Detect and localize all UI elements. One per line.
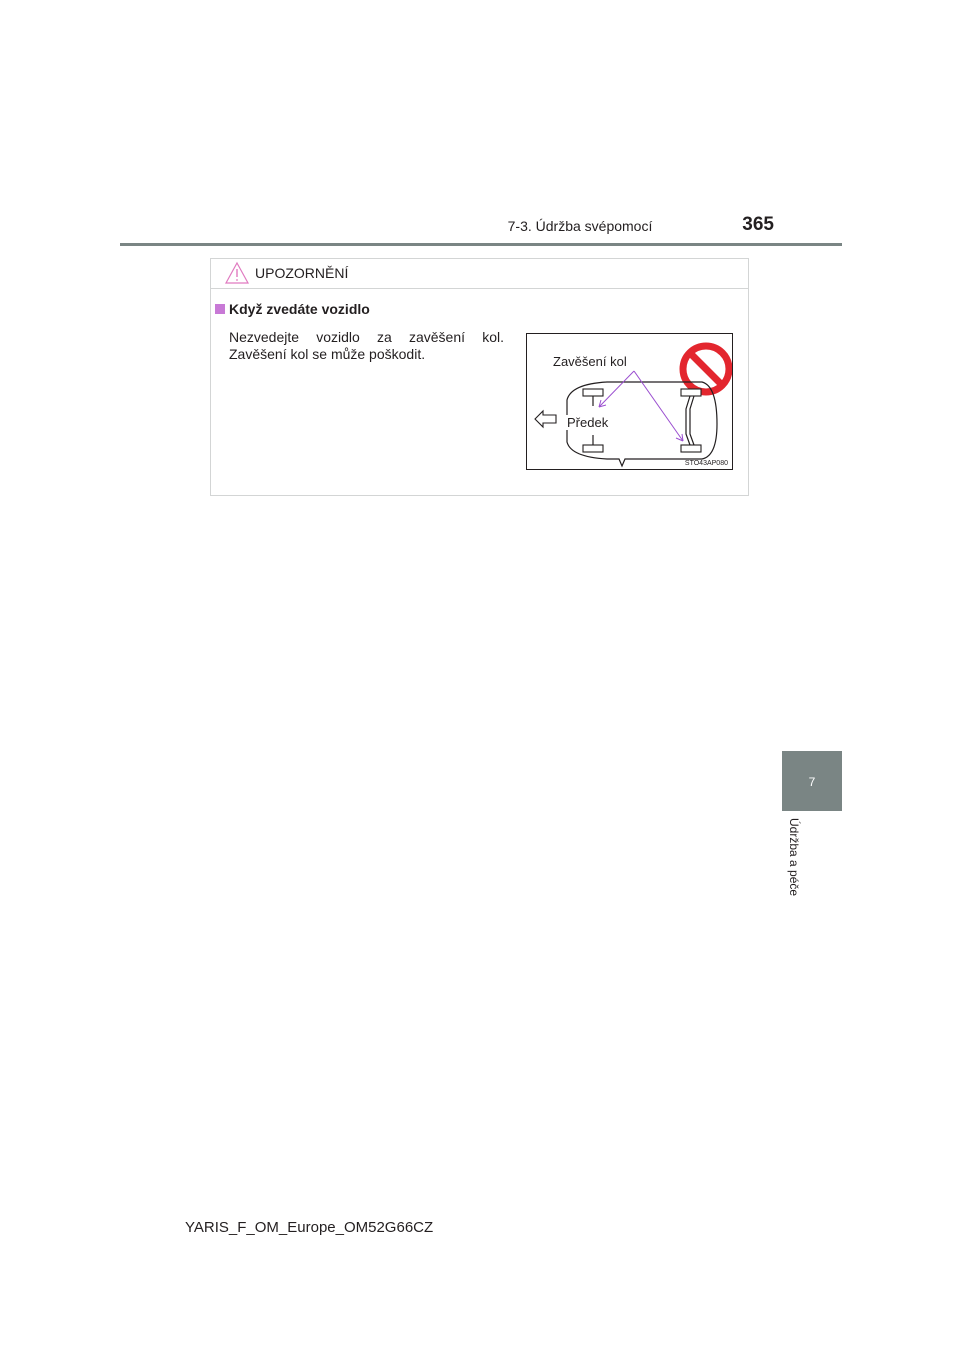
figure-id: STO43AP080	[684, 460, 728, 467]
warning-heading: Když zvedáte vozidlo	[229, 301, 370, 317]
page-number: 365	[742, 214, 774, 235]
prohibition-icon	[683, 346, 729, 392]
header-divider	[120, 243, 842, 246]
document-code: YARIS_F_OM_Europe_OM52G66CZ	[185, 1219, 434, 1236]
front-arrow-icon	[535, 411, 556, 427]
warning-box	[210, 258, 749, 496]
label-suspension: Zavěšení kol	[553, 354, 627, 369]
warning-body: Nezvedejte vozidlo za zavěšení kol. Zavěšení kol se může poškodit.	[229, 329, 504, 362]
warning-header	[211, 259, 748, 289]
chapter-label: Údržba a péče	[787, 818, 801, 897]
heading-bullet	[215, 304, 225, 314]
chapter-number: 7	[808, 775, 816, 789]
warning-triangle-icon	[224, 261, 250, 285]
warning-title: UPOZORNĚNÍ	[255, 265, 349, 281]
label-front: Předek	[567, 415, 609, 430]
suspension-figure	[526, 333, 733, 470]
chapter-tab	[782, 751, 842, 811]
section-title: 7-3. Údržba svépomocí	[507, 218, 653, 234]
